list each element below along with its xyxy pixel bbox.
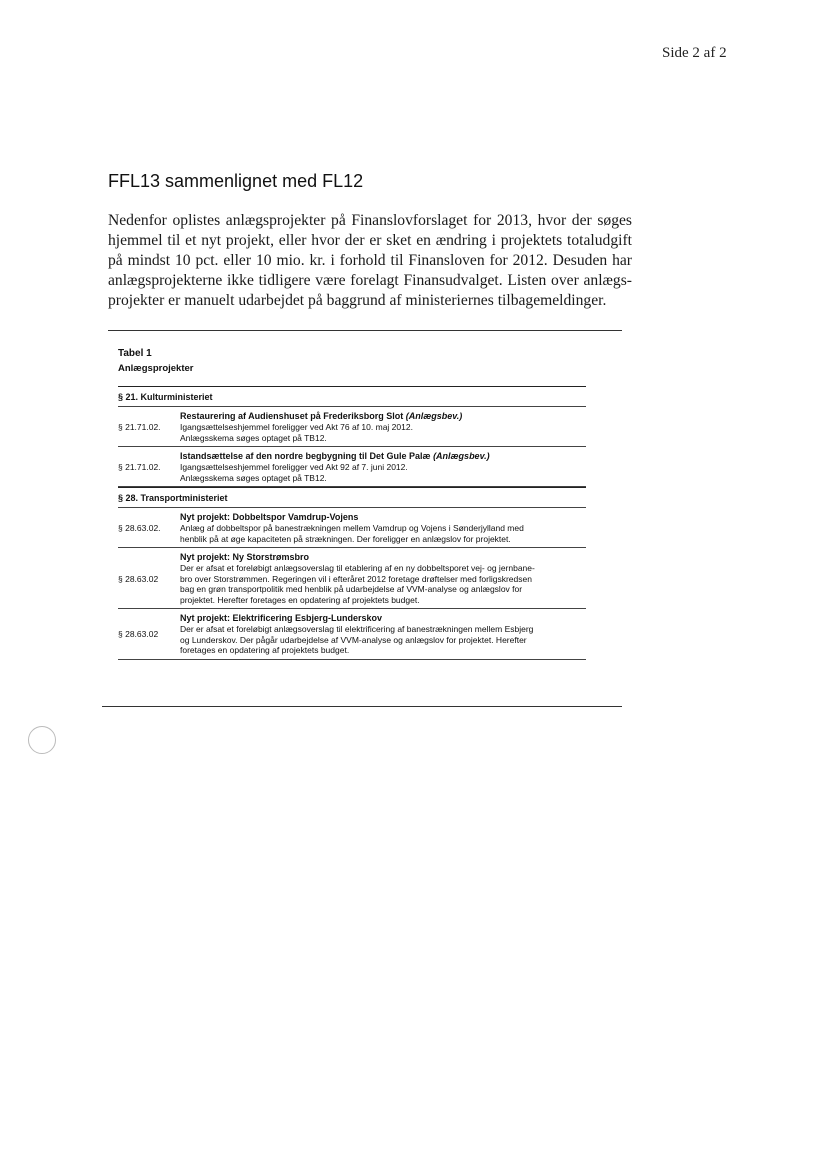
page-number: Side 2 af 2 [662,45,727,61]
projects-table [118,346,586,660]
project-tag: (Anlægsbev.) [405,411,463,421]
project-code: § 28.63.02. [118,523,161,533]
project-line: Igangsættelseshjemmel foreligger ved Akt 92 af 7. juni 2012. [180,462,408,472]
table-caption: Tabel 1 [118,348,152,359]
project-line: Anlægsskema søges optaget på TB12. [180,432,327,443]
table-row [118,447,586,487]
project-tag: (Anlægsbev.) [433,451,490,461]
page-title: FFL13 sammenlignet med FL12 [108,171,364,191]
project-title-text: Restaurering af Audienshuset på Frederiksborg Slot [180,411,404,421]
project-code: § 28.63.02 [118,629,159,640]
project-line: Anlægsskema søges optaget på TB12. [180,472,327,483]
table-top-rule [108,330,622,331]
project-title: Nyt projekt: Dobbeltspor Vamdrup-Vojens [180,512,359,522]
project-line: Igangsættelseshjemmel foreligger ved Akt 76 af 10. maj 2012. [180,422,413,432]
project-code: § 28.63.02 [118,573,159,584]
project-line: henblik på at øge kapaciteten på strækningen. Der foreligger en anlægslov for projektet. [180,533,511,544]
table-row [118,609,586,660]
section-heading: § 28. Transportministeriet [118,487,586,508]
punch-hole-mark [28,726,56,754]
table-row [118,407,586,447]
project-title-text: Istandsættelse af den nordre begbygning til Det Gule Palæ [180,451,431,461]
project-line: Der er afsat et foreløbigt anlægsoverslag til elektrificering af banestrækningen mellem Esbjerg [180,624,534,634]
project-title: Nyt projekt: Elektrificering Esbjerg-Lunderskov [180,613,383,623]
project-code: § 21.71.02. [118,422,161,432]
project-title [180,451,586,462]
project-line: Anlæg af dobbeltspor på banestrækningen mellem Vamdrup og Vojens i Sønderjylland med [180,523,524,533]
project-title [180,411,586,422]
project-title: Nyt projekt: Ny Storstrømsbro [180,552,310,562]
table-bottom-rule [102,706,622,707]
project-code: § 21.71.02. [118,462,161,472]
project-line: bag en grøn transportpolitik med henblik på udarbejdelse af VVM-analyse og anlægslov for [180,584,523,594]
intro-paragraph: Nedenfor oplistes anlægsprojekter på Finanslovforslaget for 2013, hvor der søges hjemmel til et nyt projekt, eller hvor der er sket en ændring i projektets totaludgift på mindst 10 pct. eller 10 mio. kr. i forhold til Finansloven for 2012. Desuden har anlægsprojekterne ikke tidligere være forelagt Finansudvalget. Listen over anlægsprojekter er manuelt udarbejdet på baggrund af ministeriernes tilbagemeldinger. [108,212,632,309]
section-heading: § 21. Kulturministeriet [118,386,586,407]
project-line: og Lunderskov. Der pågår udarbejdelse af VVM-analyse og anlægslov for projektet. Herefter [180,634,527,645]
project-line: foretages en opdatering af projektets budget. [180,645,350,655]
project-line: projektet. Herefter foretages en opdatering af projektets budget. [180,594,420,605]
project-line: Der er afsat et foreløbigt anlægsoverslag til etablering af en ny dobbeltsporet vej- og jernbane- [180,563,535,573]
table-row [118,548,586,609]
table-title: Anlægsprojekter [118,363,194,374]
project-line: bro over Storstrømmen. Regeringen vil i efteråret 2012 foretage drøftelser med forligskredsen [180,573,532,584]
table-row [118,508,586,548]
